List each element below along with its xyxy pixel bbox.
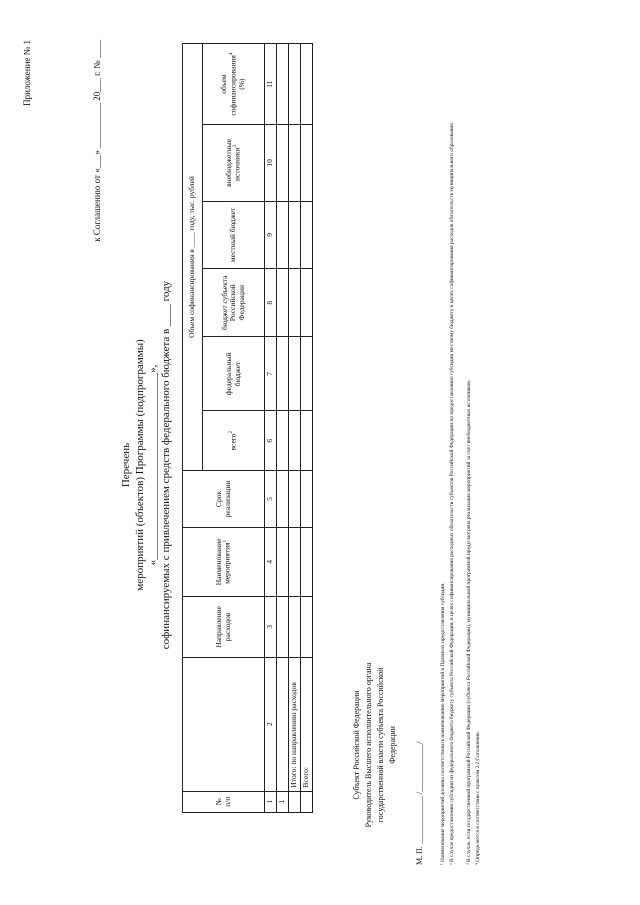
colnum-2: 2 <box>265 657 277 791</box>
signature-head: Руководитель Высшего исполнительного органа <box>364 662 373 828</box>
table-cell <box>289 411 301 471</box>
events-table <box>182 43 313 813</box>
table-cell <box>289 269 301 337</box>
table-cell <box>277 44 289 125</box>
footnote-1: ¹ Наименование мероприятий должны соответствовать наименованию мероприятий в Правилах предоставления субсидии. <box>440 582 446 865</box>
table-cell <box>289 470 301 527</box>
doc-subtitle-year: софинансируемых с привлечением средств федерального бюджета в ____ году <box>160 280 172 650</box>
table-cell <box>277 527 289 596</box>
footnote-3: ³ В случае, если государственной программой Российской Федерации (субъекта Российской Федерации), муниципальной программой предусмотрена реализация мероприятий за счет внебюджетных источников. <box>466 379 472 865</box>
table-cell <box>289 527 301 596</box>
header-local: местный бюджет <box>203 201 265 269</box>
colnum-6: 6 <box>265 411 277 471</box>
table-cell <box>301 269 313 337</box>
table-cell <box>277 269 289 337</box>
colnum-9: 9 <box>265 201 277 269</box>
table-cell <box>277 657 289 791</box>
table-cell <box>301 337 313 411</box>
table-row <box>301 44 313 813</box>
header-share <box>203 44 265 125</box>
table-cell <box>301 527 313 596</box>
table-cell <box>301 411 313 471</box>
header-event <box>183 527 265 596</box>
header-extra <box>203 125 265 201</box>
program-name-blank: «__________________________________», <box>147 364 159 566</box>
table-cell <box>277 125 289 201</box>
footnote-mark: 2 <box>228 431 234 434</box>
table-row <box>277 44 289 813</box>
table-row <box>289 44 301 813</box>
table-cell <box>277 596 289 657</box>
signature-mp-line: М. П. ____________ /____________/ <box>415 741 424 865</box>
header-num: № п/п <box>183 791 265 812</box>
table-row-column-numbers <box>265 44 277 813</box>
colnum-10: 10 <box>265 125 277 201</box>
signature-federation: Федерации <box>388 726 397 764</box>
table-cell <box>289 596 301 657</box>
table-cell <box>289 791 301 812</box>
header-share-label: объем софинансирования <box>219 55 238 116</box>
colnum-8: 8 <box>265 269 277 337</box>
table-cell <box>289 125 301 201</box>
table-cell <box>277 411 289 471</box>
signature-subject: Субъект Российской Федерации <box>352 690 361 800</box>
footnote-mark: 3 <box>233 144 239 148</box>
colnum-11: 11 <box>265 44 277 125</box>
table-cell <box>301 470 313 527</box>
footnote-4: ⁴ Определяется в соответствии с пунктом 2.2 Соглашения. <box>475 731 481 865</box>
header-total-label: всего <box>228 433 238 451</box>
colnum-3: 3 <box>265 596 277 657</box>
header-subject: бюджет субъекта Российской Федерации <box>203 269 265 337</box>
row-num: 1 <box>277 791 289 812</box>
table-cell <box>277 201 289 269</box>
colnum-1: 1 <box>265 791 277 812</box>
header-volume: Объем софинансирования в ____ году, тыс. рублей <box>183 44 203 471</box>
doc-title: Перечень <box>120 442 132 488</box>
table-cell <box>301 201 313 269</box>
table-cell <box>277 470 289 527</box>
header-term: Срок реализации <box>183 470 265 527</box>
footnote-2: ² В случае предоставления субсидии из федерального бюджета бюджету субъекта Российской Федерации, в целях софинансирования расходных обязательств субъектов Российской Федерации по предоставлению субсидии местному бюджету в целях софинансирования расходов обязательств муниципального образования. <box>449 121 455 865</box>
signature-authority: государственной власти субъекта Российской <box>376 667 385 823</box>
table-cell <box>289 201 301 269</box>
header-share-unit: (%) <box>237 78 247 90</box>
header-direction: Направление расходов <box>183 596 265 657</box>
table-cell <box>301 125 313 201</box>
footnote-mark: 1 <box>223 539 229 543</box>
header-blank <box>183 657 265 791</box>
table-cell <box>289 44 301 125</box>
header-event-label: Наименование мероприятия <box>213 538 232 586</box>
colnum-7: 7 <box>265 337 277 411</box>
table-cell <box>277 337 289 411</box>
table-cell <box>301 44 313 125</box>
agreement-reference: к Соглашению от «___» __________ 20___ г. № ____ <box>92 40 102 242</box>
table-cell <box>289 337 301 411</box>
table-cell <box>301 791 313 812</box>
appendix-label: Приложение № 1 <box>22 40 32 106</box>
colnum-5: 5 <box>265 470 277 527</box>
header-total <box>203 411 265 471</box>
footnote-mark: 4 <box>228 52 234 56</box>
row-grand-total-label: Всего: <box>301 657 313 791</box>
row-total-direction-label: Итого: по направлению расходов <box>289 657 301 791</box>
colnum-4: 4 <box>265 527 277 596</box>
table-cell <box>301 596 313 657</box>
header-federal: федеральный бюджет <box>203 337 265 411</box>
header-extra-label: внебюджетные источники <box>223 139 242 187</box>
doc-subtitle: мероприятий (объектов) Программы (подпрограммы) <box>134 339 146 591</box>
